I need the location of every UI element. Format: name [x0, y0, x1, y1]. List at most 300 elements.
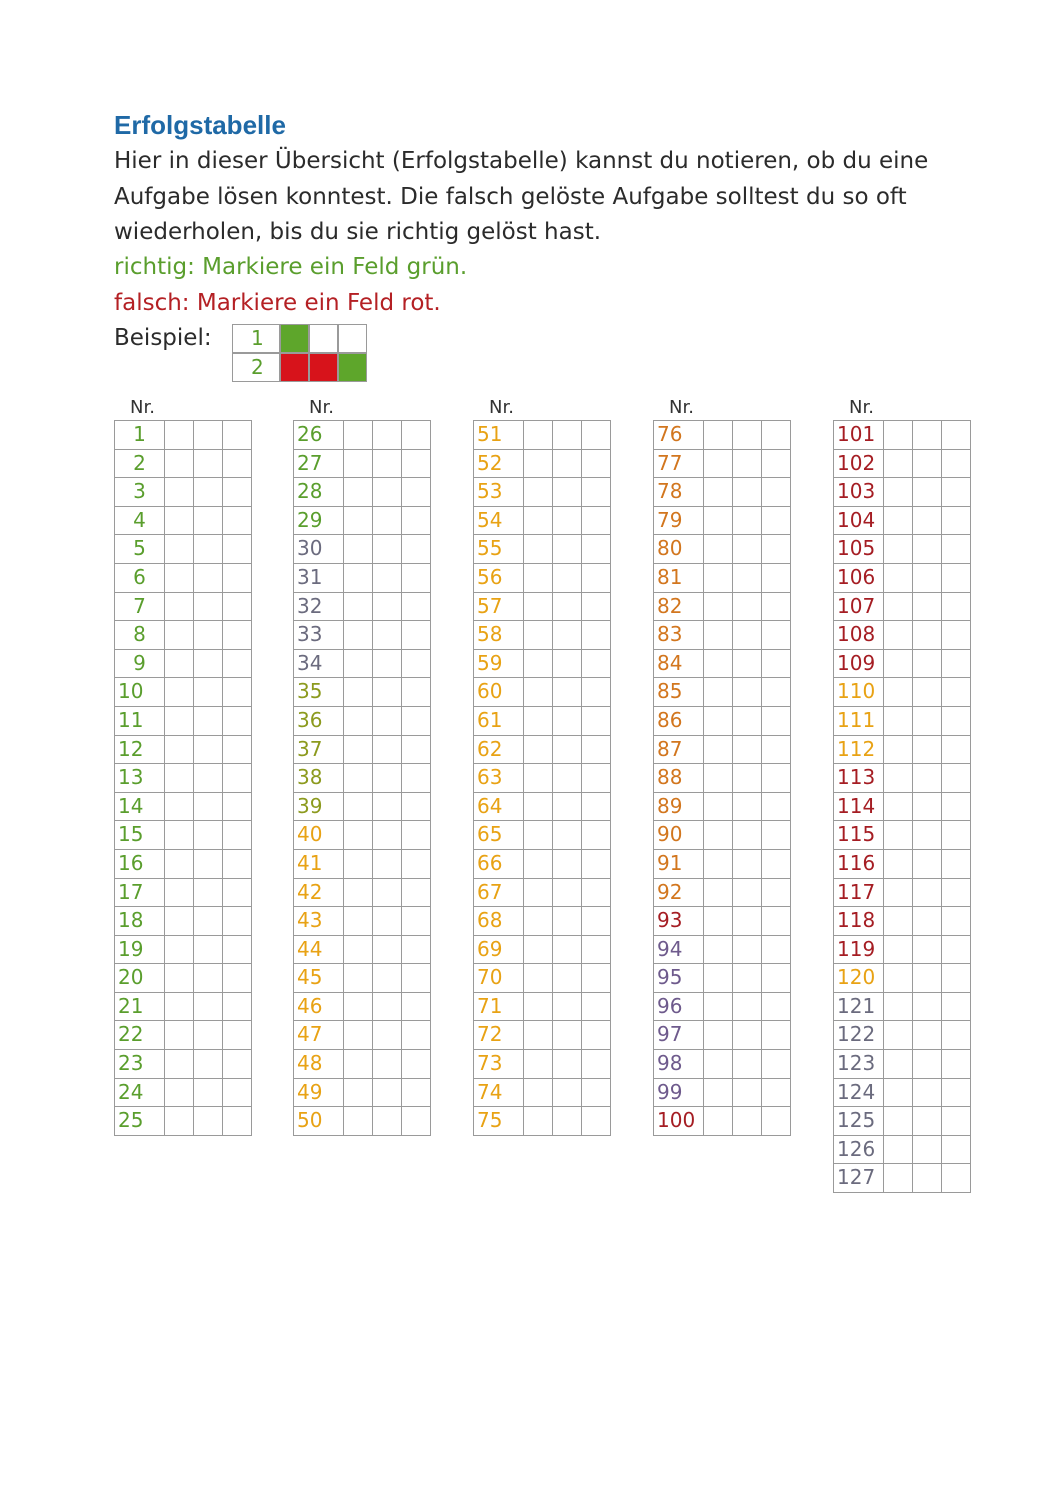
mark-cell[interactable]	[223, 678, 252, 707]
mark-cell[interactable]	[223, 1107, 252, 1136]
mark-cell[interactable]	[733, 1107, 762, 1136]
mark-cell[interactable]	[524, 478, 553, 507]
mark-cell[interactable]	[223, 564, 252, 593]
mark-cell[interactable]	[373, 478, 402, 507]
mark-cell[interactable]	[223, 450, 252, 479]
mark-cell[interactable]	[582, 678, 611, 707]
mark-cell[interactable]	[194, 821, 223, 850]
mark-cell[interactable]	[524, 821, 553, 850]
mark-cell[interactable]	[402, 1050, 431, 1079]
mark-cell[interactable]	[524, 678, 553, 707]
mark-cell[interactable]	[553, 478, 582, 507]
mark-cell[interactable]	[373, 621, 402, 650]
mark-cell[interactable]	[913, 450, 942, 479]
mark-cell[interactable]	[194, 1021, 223, 1050]
mark-cell[interactable]	[344, 593, 373, 622]
mark-cell[interactable]	[165, 907, 194, 936]
mark-cell[interactable]	[913, 879, 942, 908]
mark-cell[interactable]	[223, 1050, 252, 1079]
mark-cell[interactable]	[704, 821, 733, 850]
mark-cell[interactable]	[223, 821, 252, 850]
mark-cell[interactable]	[884, 736, 913, 765]
mark-cell[interactable]	[373, 850, 402, 879]
mark-cell[interactable]	[733, 821, 762, 850]
mark-cell[interactable]	[194, 621, 223, 650]
mark-cell[interactable]	[344, 850, 373, 879]
mark-cell[interactable]	[344, 507, 373, 536]
mark-cell[interactable]	[223, 907, 252, 936]
mark-cell[interactable]	[913, 507, 942, 536]
mark-cell[interactable]	[524, 450, 553, 479]
mark-cell[interactable]	[733, 964, 762, 993]
mark-cell[interactable]	[913, 793, 942, 822]
mark-cell[interactable]	[402, 764, 431, 793]
mark-cell[interactable]	[344, 535, 373, 564]
mark-cell[interactable]	[582, 507, 611, 536]
mark-cell[interactable]	[223, 850, 252, 879]
mark-cell[interactable]	[582, 707, 611, 736]
mark-cell[interactable]	[553, 621, 582, 650]
mark-cell[interactable]	[402, 936, 431, 965]
mark-cell[interactable]	[373, 964, 402, 993]
mark-cell[interactable]	[582, 450, 611, 479]
mark-cell[interactable]	[762, 1021, 791, 1050]
mark-cell[interactable]	[223, 736, 252, 765]
mark-cell[interactable]	[942, 764, 971, 793]
mark-cell[interactable]	[165, 707, 194, 736]
mark-cell[interactable]	[344, 964, 373, 993]
mark-cell[interactable]	[884, 564, 913, 593]
mark-cell[interactable]	[913, 564, 942, 593]
mark-cell[interactable]	[733, 421, 762, 450]
mark-cell[interactable]	[402, 421, 431, 450]
mark-cell[interactable]	[884, 1164, 913, 1193]
mark-cell[interactable]	[704, 564, 733, 593]
mark-cell[interactable]	[402, 964, 431, 993]
mark-cell[interactable]	[733, 650, 762, 679]
mark-cell[interactable]	[884, 535, 913, 564]
mark-cell[interactable]	[913, 964, 942, 993]
mark-cell[interactable]	[402, 564, 431, 593]
mark-cell[interactable]	[524, 907, 553, 936]
mark-cell[interactable]	[373, 793, 402, 822]
mark-cell[interactable]	[704, 707, 733, 736]
mark-cell[interactable]	[344, 936, 373, 965]
mark-cell[interactable]	[942, 1107, 971, 1136]
mark-cell[interactable]	[913, 621, 942, 650]
mark-cell[interactable]	[524, 936, 553, 965]
mark-cell[interactable]	[582, 936, 611, 965]
mark-cell[interactable]	[733, 450, 762, 479]
mark-cell[interactable]	[762, 707, 791, 736]
mark-cell[interactable]	[884, 707, 913, 736]
mark-cell[interactable]	[524, 964, 553, 993]
mark-cell[interactable]	[373, 821, 402, 850]
mark-cell[interactable]	[582, 1107, 611, 1136]
mark-cell[interactable]	[524, 736, 553, 765]
mark-cell[interactable]	[553, 964, 582, 993]
mark-cell[interactable]	[402, 478, 431, 507]
mark-cell[interactable]	[704, 793, 733, 822]
mark-cell[interactable]	[733, 535, 762, 564]
mark-cell[interactable]	[913, 1164, 942, 1193]
mark-cell[interactable]	[165, 850, 194, 879]
mark-cell[interactable]	[402, 993, 431, 1022]
mark-cell[interactable]	[704, 650, 733, 679]
mark-cell[interactable]	[942, 907, 971, 936]
mark-cell[interactable]	[582, 421, 611, 450]
mark-cell[interactable]	[942, 879, 971, 908]
mark-cell[interactable]	[942, 964, 971, 993]
mark-cell[interactable]	[344, 450, 373, 479]
mark-cell[interactable]	[762, 478, 791, 507]
mark-cell[interactable]	[582, 478, 611, 507]
mark-cell[interactable]	[913, 1107, 942, 1136]
mark-cell[interactable]	[913, 707, 942, 736]
mark-cell[interactable]	[942, 678, 971, 707]
mark-cell[interactable]	[165, 1021, 194, 1050]
mark-cell[interactable]	[884, 678, 913, 707]
mark-cell[interactable]	[913, 678, 942, 707]
mark-cell[interactable]	[194, 707, 223, 736]
mark-cell[interactable]	[524, 421, 553, 450]
mark-cell[interactable]	[913, 421, 942, 450]
mark-cell[interactable]	[223, 507, 252, 536]
mark-cell[interactable]	[762, 421, 791, 450]
mark-cell[interactable]	[704, 764, 733, 793]
mark-cell[interactable]	[553, 850, 582, 879]
mark-cell[interactable]	[344, 678, 373, 707]
mark-cell[interactable]	[942, 1079, 971, 1108]
mark-cell[interactable]	[373, 936, 402, 965]
mark-cell[interactable]	[733, 879, 762, 908]
mark-cell[interactable]	[762, 535, 791, 564]
mark-cell[interactable]	[582, 1079, 611, 1108]
mark-cell[interactable]	[733, 993, 762, 1022]
mark-cell[interactable]	[942, 850, 971, 879]
mark-cell[interactable]	[553, 421, 582, 450]
mark-cell[interactable]	[194, 879, 223, 908]
mark-cell[interactable]	[733, 507, 762, 536]
mark-cell[interactable]	[913, 1079, 942, 1108]
mark-cell[interactable]	[373, 707, 402, 736]
mark-cell[interactable]	[524, 993, 553, 1022]
mark-cell[interactable]	[223, 707, 252, 736]
mark-cell[interactable]	[704, 1021, 733, 1050]
mark-cell[interactable]	[344, 707, 373, 736]
mark-cell[interactable]	[942, 936, 971, 965]
mark-cell[interactable]	[373, 507, 402, 536]
mark-cell[interactable]	[402, 678, 431, 707]
mark-cell[interactable]	[344, 1107, 373, 1136]
mark-cell[interactable]	[913, 850, 942, 879]
mark-cell[interactable]	[165, 650, 194, 679]
mark-cell[interactable]	[223, 1079, 252, 1108]
mark-cell[interactable]	[165, 507, 194, 536]
mark-cell[interactable]	[762, 736, 791, 765]
mark-cell[interactable]	[884, 964, 913, 993]
mark-cell[interactable]	[223, 621, 252, 650]
mark-cell[interactable]	[223, 936, 252, 965]
mark-cell[interactable]	[165, 421, 194, 450]
mark-cell[interactable]	[733, 621, 762, 650]
mark-cell[interactable]	[913, 535, 942, 564]
mark-cell[interactable]	[194, 736, 223, 765]
mark-cell[interactable]	[704, 907, 733, 936]
mark-cell[interactable]	[402, 507, 431, 536]
mark-cell[interactable]	[344, 1050, 373, 1079]
mark-cell[interactable]	[223, 478, 252, 507]
mark-cell[interactable]	[402, 707, 431, 736]
mark-cell[interactable]	[762, 1107, 791, 1136]
mark-cell[interactable]	[553, 1107, 582, 1136]
mark-cell[interactable]	[553, 1079, 582, 1108]
mark-cell[interactable]	[884, 1079, 913, 1108]
mark-cell[interactable]	[402, 907, 431, 936]
mark-cell[interactable]	[402, 850, 431, 879]
mark-cell[interactable]	[524, 707, 553, 736]
mark-cell[interactable]	[223, 993, 252, 1022]
mark-cell[interactable]	[165, 993, 194, 1022]
mark-cell[interactable]	[165, 964, 194, 993]
mark-cell[interactable]	[165, 1107, 194, 1136]
mark-cell[interactable]	[913, 593, 942, 622]
mark-cell[interactable]	[402, 821, 431, 850]
mark-cell[interactable]	[913, 993, 942, 1022]
mark-cell[interactable]	[733, 764, 762, 793]
mark-cell[interactable]	[762, 1050, 791, 1079]
mark-cell[interactable]	[913, 907, 942, 936]
mark-cell[interactable]	[942, 707, 971, 736]
mark-cell[interactable]	[344, 793, 373, 822]
mark-cell[interactable]	[884, 450, 913, 479]
mark-cell[interactable]	[553, 650, 582, 679]
mark-cell[interactable]	[762, 850, 791, 879]
mark-cell[interactable]	[524, 564, 553, 593]
mark-cell[interactable]	[733, 478, 762, 507]
mark-cell[interactable]	[942, 821, 971, 850]
mark-cell[interactable]	[884, 507, 913, 536]
mark-cell[interactable]	[524, 650, 553, 679]
mark-cell[interactable]	[884, 879, 913, 908]
mark-cell[interactable]	[402, 879, 431, 908]
mark-cell[interactable]	[223, 1021, 252, 1050]
mark-cell[interactable]	[884, 936, 913, 965]
mark-cell[interactable]	[194, 964, 223, 993]
mark-cell[interactable]	[524, 507, 553, 536]
mark-cell[interactable]	[373, 535, 402, 564]
mark-cell[interactable]	[524, 593, 553, 622]
mark-cell[interactable]	[223, 964, 252, 993]
mark-cell[interactable]	[524, 1021, 553, 1050]
mark-cell[interactable]	[582, 564, 611, 593]
mark-cell[interactable]	[165, 564, 194, 593]
mark-cell[interactable]	[582, 1050, 611, 1079]
mark-cell[interactable]	[884, 793, 913, 822]
mark-cell[interactable]	[194, 1079, 223, 1108]
mark-cell[interactable]	[762, 964, 791, 993]
mark-cell[interactable]	[762, 993, 791, 1022]
mark-cell[interactable]	[223, 593, 252, 622]
mark-cell[interactable]	[704, 1079, 733, 1108]
mark-cell[interactable]	[344, 736, 373, 765]
mark-cell[interactable]	[733, 736, 762, 765]
mark-cell[interactable]	[344, 478, 373, 507]
mark-cell[interactable]	[913, 1021, 942, 1050]
mark-cell[interactable]	[762, 907, 791, 936]
mark-cell[interactable]	[553, 936, 582, 965]
mark-cell[interactable]	[884, 1021, 913, 1050]
mark-cell[interactable]	[942, 1050, 971, 1079]
mark-cell[interactable]	[165, 936, 194, 965]
mark-cell[interactable]	[942, 535, 971, 564]
mark-cell[interactable]	[733, 1021, 762, 1050]
mark-cell[interactable]	[194, 650, 223, 679]
mark-cell[interactable]	[733, 936, 762, 965]
mark-cell[interactable]	[165, 478, 194, 507]
mark-cell[interactable]	[582, 850, 611, 879]
mark-cell[interactable]	[165, 593, 194, 622]
mark-cell[interactable]	[524, 850, 553, 879]
mark-cell[interactable]	[582, 907, 611, 936]
mark-cell[interactable]	[402, 1107, 431, 1136]
mark-cell[interactable]	[582, 1021, 611, 1050]
mark-cell[interactable]	[704, 1107, 733, 1136]
mark-cell[interactable]	[165, 821, 194, 850]
mark-cell[interactable]	[524, 621, 553, 650]
mark-cell[interactable]	[373, 1107, 402, 1136]
mark-cell[interactable]	[582, 650, 611, 679]
mark-cell[interactable]	[373, 650, 402, 679]
mark-cell[interactable]	[733, 593, 762, 622]
mark-cell[interactable]	[704, 936, 733, 965]
mark-cell[interactable]	[373, 879, 402, 908]
mark-cell[interactable]	[942, 593, 971, 622]
mark-cell[interactable]	[194, 764, 223, 793]
mark-cell[interactable]	[884, 993, 913, 1022]
mark-cell[interactable]	[165, 450, 194, 479]
mark-cell[interactable]	[582, 736, 611, 765]
mark-cell[interactable]	[704, 736, 733, 765]
mark-cell[interactable]	[194, 936, 223, 965]
mark-cell[interactable]	[884, 650, 913, 679]
mark-cell[interactable]	[194, 535, 223, 564]
mark-cell[interactable]	[733, 1079, 762, 1108]
mark-cell[interactable]	[704, 879, 733, 908]
mark-cell[interactable]	[402, 736, 431, 765]
mark-cell[interactable]	[194, 993, 223, 1022]
mark-cell[interactable]	[762, 678, 791, 707]
mark-cell[interactable]	[582, 793, 611, 822]
mark-cell[interactable]	[553, 1021, 582, 1050]
mark-cell[interactable]	[582, 821, 611, 850]
mark-cell[interactable]	[942, 450, 971, 479]
mark-cell[interactable]	[733, 1050, 762, 1079]
mark-cell[interactable]	[402, 1021, 431, 1050]
mark-cell[interactable]	[165, 764, 194, 793]
mark-cell[interactable]	[194, 1107, 223, 1136]
mark-cell[interactable]	[762, 450, 791, 479]
mark-cell[interactable]	[194, 478, 223, 507]
mark-cell[interactable]	[942, 650, 971, 679]
mark-cell[interactable]	[373, 450, 402, 479]
mark-cell[interactable]	[553, 507, 582, 536]
mark-cell[interactable]	[762, 879, 791, 908]
mark-cell[interactable]	[402, 450, 431, 479]
mark-cell[interactable]	[913, 650, 942, 679]
mark-cell[interactable]	[165, 1079, 194, 1108]
mark-cell[interactable]	[733, 793, 762, 822]
mark-cell[interactable]	[373, 1021, 402, 1050]
mark-cell[interactable]	[884, 821, 913, 850]
mark-cell[interactable]	[165, 879, 194, 908]
mark-cell[interactable]	[704, 593, 733, 622]
mark-cell[interactable]	[553, 1050, 582, 1079]
mark-cell[interactable]	[194, 678, 223, 707]
mark-cell[interactable]	[704, 850, 733, 879]
mark-cell[interactable]	[704, 621, 733, 650]
mark-cell[interactable]	[942, 1136, 971, 1165]
mark-cell[interactable]	[223, 793, 252, 822]
mark-cell[interactable]	[942, 564, 971, 593]
mark-cell[interactable]	[553, 821, 582, 850]
mark-cell[interactable]	[344, 564, 373, 593]
mark-cell[interactable]	[913, 936, 942, 965]
mark-cell[interactable]	[582, 621, 611, 650]
mark-cell[interactable]	[942, 736, 971, 765]
mark-cell[interactable]	[553, 564, 582, 593]
mark-cell[interactable]	[194, 421, 223, 450]
mark-cell[interactable]	[913, 764, 942, 793]
mark-cell[interactable]	[733, 678, 762, 707]
mark-cell[interactable]	[704, 478, 733, 507]
mark-cell[interactable]	[942, 478, 971, 507]
mark-cell[interactable]	[553, 450, 582, 479]
mark-cell[interactable]	[704, 993, 733, 1022]
mark-cell[interactable]	[704, 1050, 733, 1079]
mark-cell[interactable]	[373, 593, 402, 622]
mark-cell[interactable]	[373, 421, 402, 450]
mark-cell[interactable]	[762, 1079, 791, 1108]
mark-cell[interactable]	[913, 821, 942, 850]
mark-cell[interactable]	[553, 593, 582, 622]
mark-cell[interactable]	[344, 650, 373, 679]
mark-cell[interactable]	[762, 936, 791, 965]
mark-cell[interactable]	[582, 993, 611, 1022]
mark-cell[interactable]	[762, 793, 791, 822]
mark-cell[interactable]	[524, 1050, 553, 1079]
mark-cell[interactable]	[913, 478, 942, 507]
mark-cell[interactable]	[402, 621, 431, 650]
mark-cell[interactable]	[344, 421, 373, 450]
mark-cell[interactable]	[553, 678, 582, 707]
mark-cell[interactable]	[344, 821, 373, 850]
mark-cell[interactable]	[344, 907, 373, 936]
mark-cell[interactable]	[165, 678, 194, 707]
mark-cell[interactable]	[733, 564, 762, 593]
mark-cell[interactable]	[194, 450, 223, 479]
mark-cell[interactable]	[762, 621, 791, 650]
mark-cell[interactable]	[733, 907, 762, 936]
mark-cell[interactable]	[194, 593, 223, 622]
mark-cell[interactable]	[223, 650, 252, 679]
mark-cell[interactable]	[913, 1136, 942, 1165]
mark-cell[interactable]	[942, 1021, 971, 1050]
mark-cell[interactable]	[913, 1050, 942, 1079]
mark-cell[interactable]	[884, 1050, 913, 1079]
mark-cell[interactable]	[942, 507, 971, 536]
mark-cell[interactable]	[553, 707, 582, 736]
